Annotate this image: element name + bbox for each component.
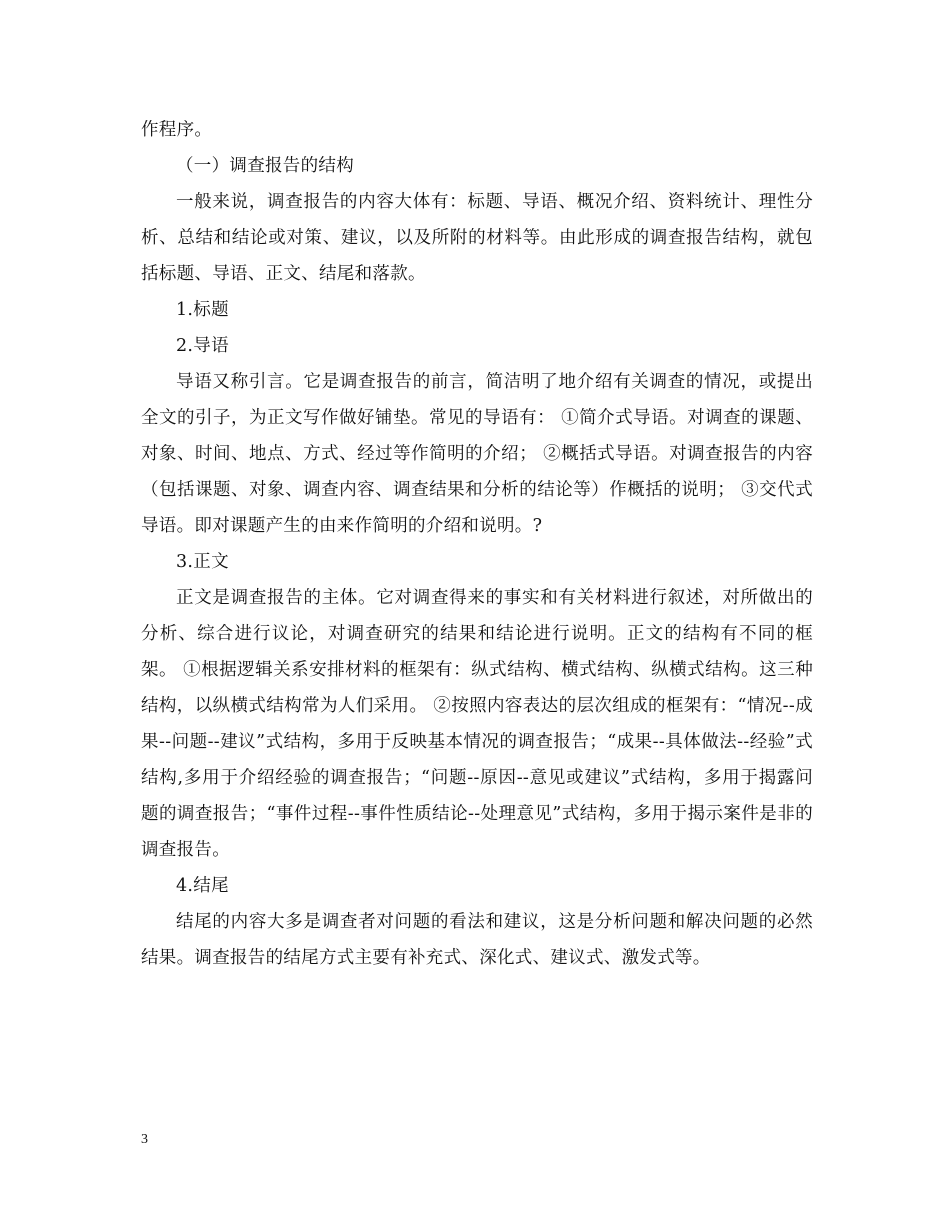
subheading-ending: 4.结尾 <box>176 876 229 896</box>
paragraph-continuation: 作程序。 <box>141 120 213 140</box>
paragraph-intro: 一般来说，调查报告的内容大体有：标题、导语、概况介绍、资料统计、理性分析、总结和结论或对策、建议，以及所附的材料等。由此形成的调查报告结构，就包括标题、导语、正文、结尾和落款。 <box>141 192 813 284</box>
document-body <box>141 112 813 976</box>
paragraph-body: 正文是调查报告的主体。它对调查得来的事实和有关材料进行叙述，对所做出的分析、综合进行议论，对调查研究的结果和结论进行说明。正文的结构有不同的框架。 ①根据逻辑关系安排材料的框架有：纵式结构、横式结构、纵横式结构。这三种结构，以纵横式结构常为人们采用。 ②按照内容表达的层次组成的框架有：“情况--成果--问题--建议”式结构，多用于反映基本情况的调查报告；“成果--具体做法--经验”式结构,多用于介绍经验的调查报告；“问题--原因--意见或建议”式结构，多用于揭露问题的调查报告；“事件过程--事件性质结论--处理意见”式结构，多用于揭示案件是非的调查报告。 <box>141 588 813 860</box>
subheading-title: 1.标题 <box>176 300 229 320</box>
subheading-lead: 2.导语 <box>176 336 229 356</box>
subheading-body: 3.正文 <box>176 552 229 572</box>
section-heading: （一）调查报告的结构 <box>176 156 354 176</box>
paragraph-ending: 结尾的内容大多是调查者对问题的看法和建议，这是分析问题和解决问题的必然结果。调查报告的结尾方式主要有补充式、深化式、建议式、激发式等。 <box>141 912 813 968</box>
paragraph-lead: 导语又称引言。它是调查报告的前言，简洁明了地介绍有关调查的情况，或提出全文的引子，为正文写作做好铺垫。常见的导语有： ①简介式导语。对调查的课题、对象、时间、地点、方式、经过等作简明的介绍； ②概括式导语。对调查报告的内容（包括课题、对象、调查内容、调查结果和分析的结论等）作概括的说明； ③交代式导语。即对课题产生的由来作简明的介绍和说明。? <box>141 372 813 536</box>
page-number: 3 <box>141 1132 148 1147</box>
